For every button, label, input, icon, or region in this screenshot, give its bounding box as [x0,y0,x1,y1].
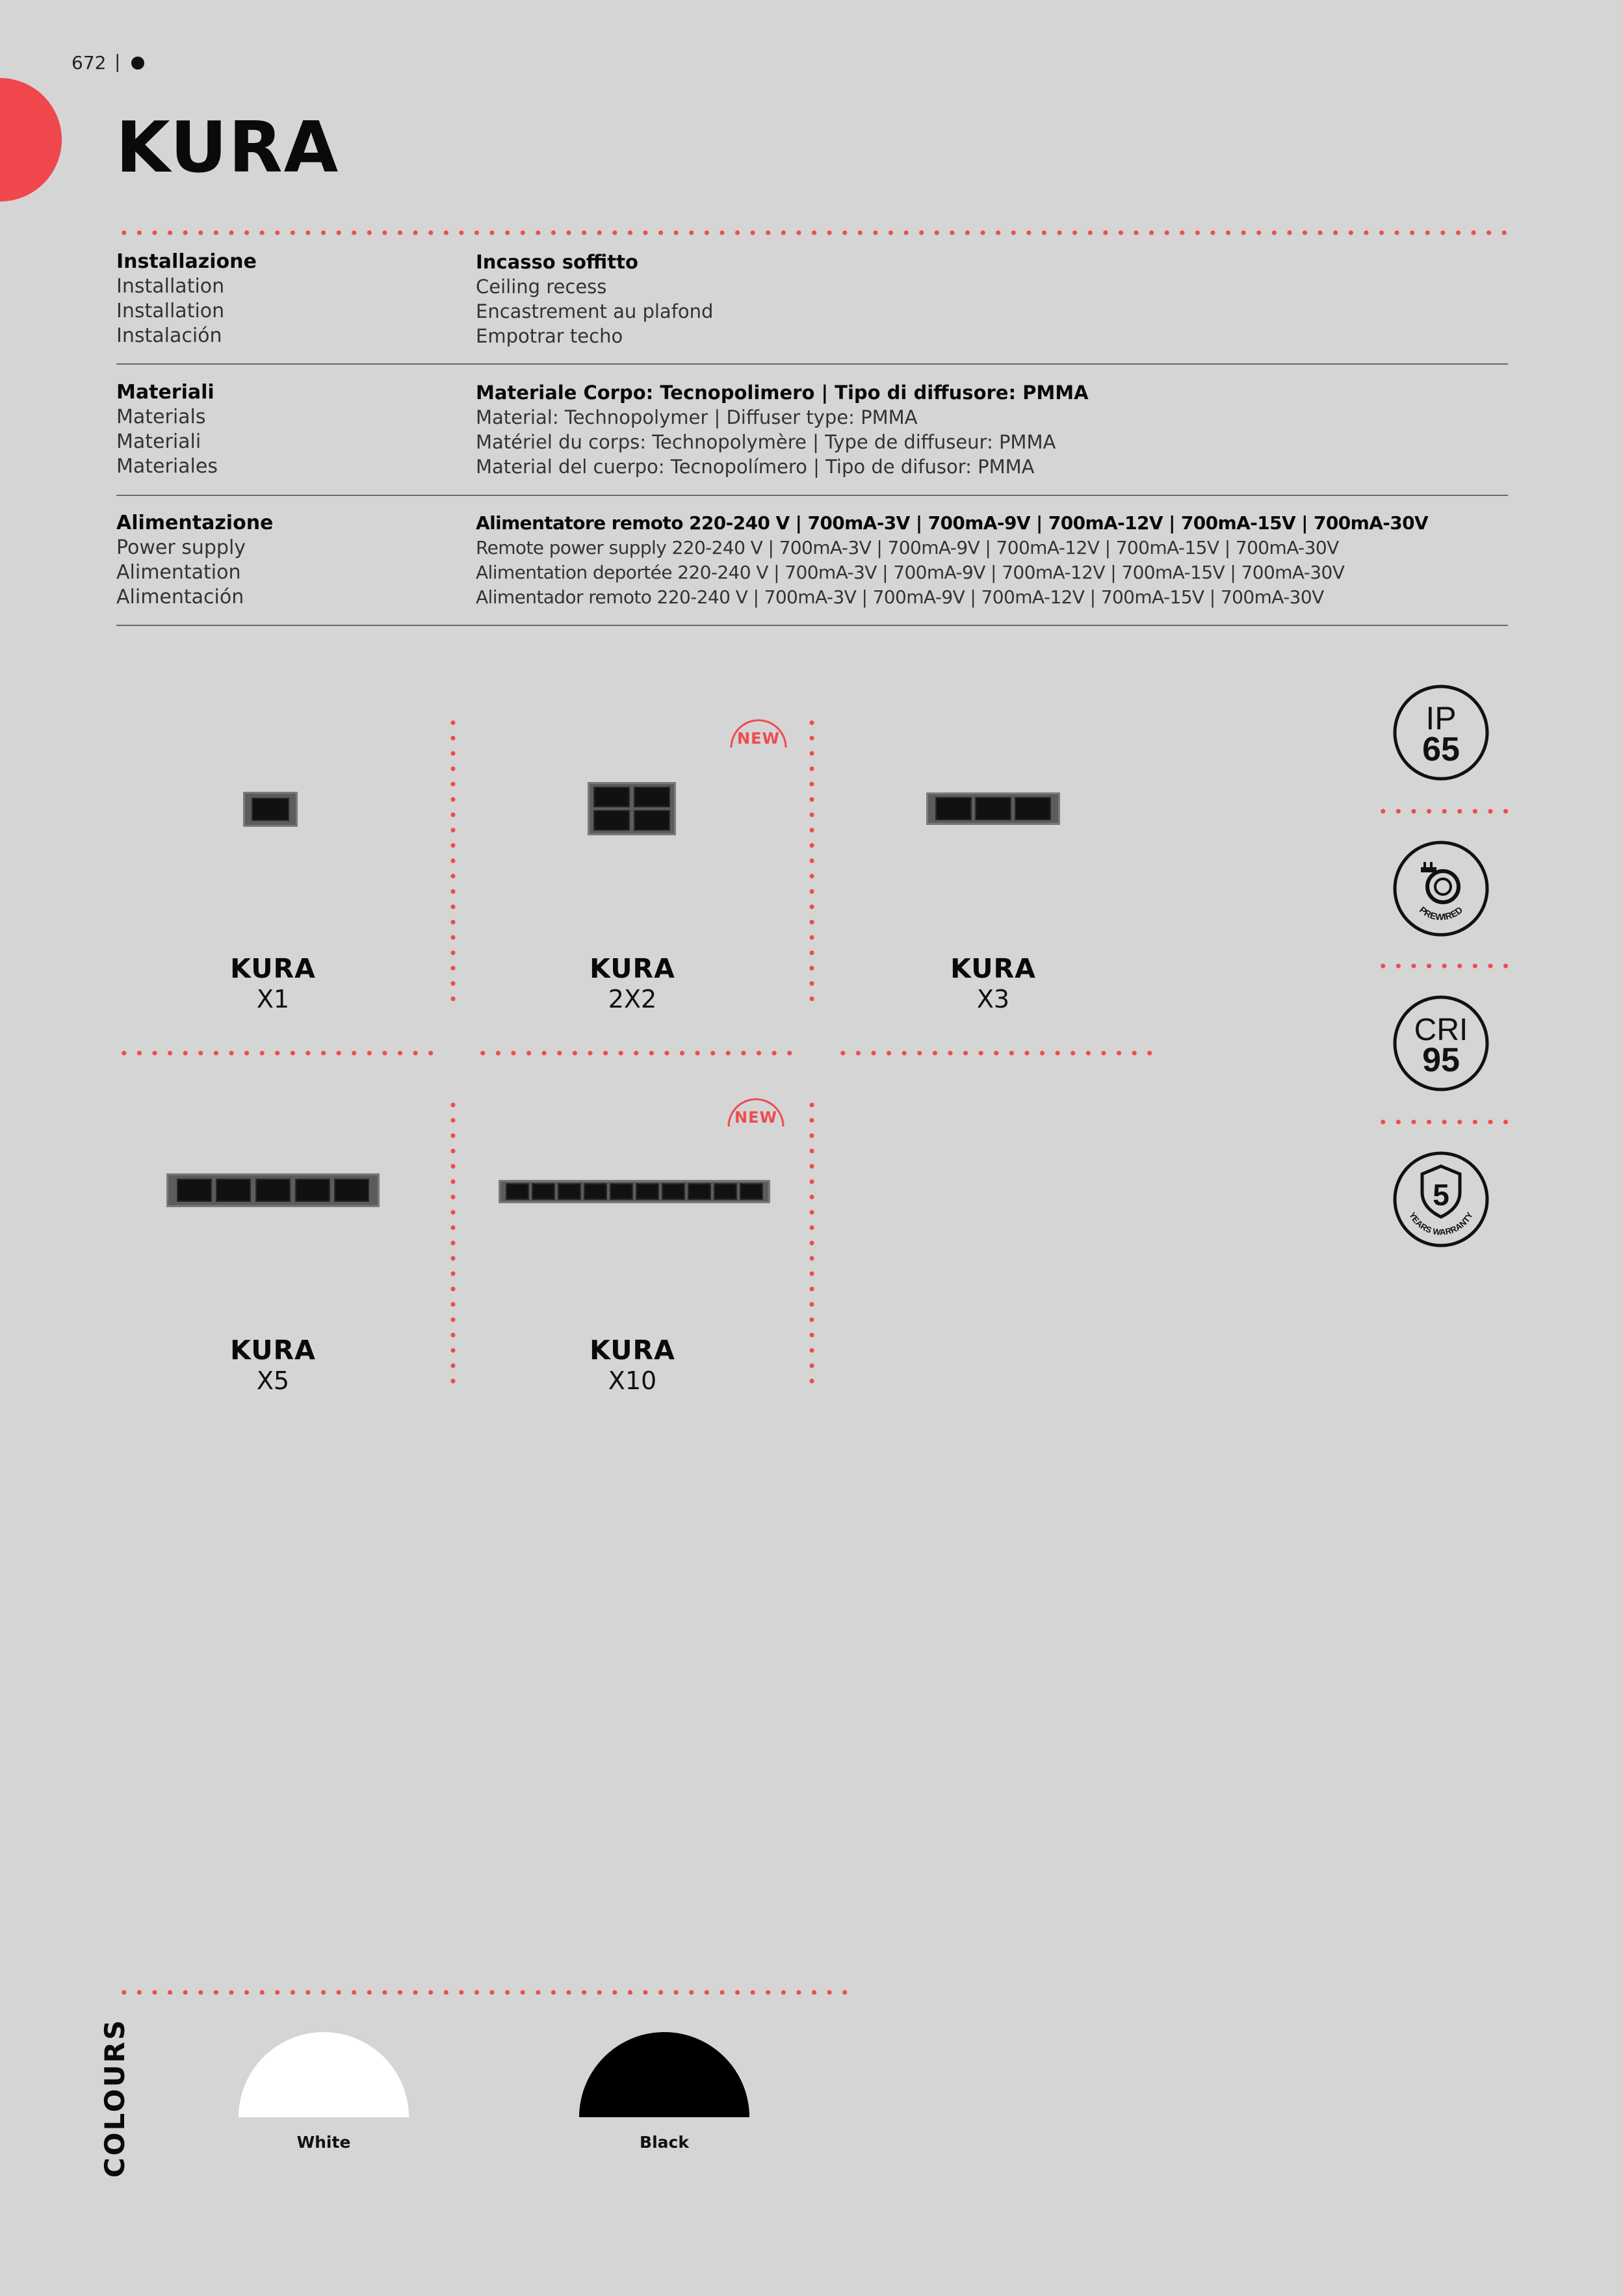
spec-label: Materiales [116,455,218,478]
product-kura-x3 [909,953,1078,1014]
spec-value: Remote power supply 220-240 V | 700mA-3V | 700mA-9V | 700mA-12V | 700mA-15V | 700mA-30V [476,537,1339,558]
dotted-divider [116,230,1510,235]
table-rule [116,363,1508,365]
vertical-dotted-divider [809,715,814,1011]
ip-text: IP [1425,700,1457,737]
spec-label: Materials [116,406,206,428]
spec-value: Empotrar techo [476,325,623,347]
spec-label: Instalación [116,324,222,347]
warranty-icon [1392,1151,1490,1248]
page-number: 672 [71,52,107,73]
table-rule [116,495,1508,496]
dotted-divider [835,1050,1154,1056]
product-name: KURA [230,953,316,984]
product-name: KURA [590,1335,675,1366]
product-code: X1 [256,985,290,1013]
product-code: X5 [256,1366,290,1395]
product-image-kura-x5 [166,1173,380,1207]
new-badge [726,1095,786,1129]
spec-value: Materiale Corpo: Tecnopolimero | Tipo di diffusore: PMMA [476,382,1089,404]
svg-text:PREWIRED [1418,904,1464,922]
product-name: KURA [230,1335,316,1366]
prewired-text: PREWIRED [1417,904,1465,922]
cri-text: CRI [1414,1013,1468,1047]
colours-label: COLOURS [99,2018,131,2178]
vertical-dotted-divider [450,715,456,1011]
spec-power-values [476,511,1428,610]
spec-value: Incasso soffitto [476,251,638,273]
new-badge [729,716,788,750]
product-kura-x10 [548,1335,717,1396]
warranty-text: YEARS WARRANTY [1407,1210,1475,1237]
dotted-divider [1375,809,1513,814]
new-badge-label: NEW [737,729,780,748]
product-name: KURA [950,953,1036,984]
spec-materials-values [476,380,1089,479]
product-code: 2X2 [608,985,657,1013]
dotted-divider [1375,1119,1513,1125]
dotted-divider [116,1990,857,1995]
spec-label: Installazione [116,250,257,273]
spec-value: Material del cuerpo: Tecnopolímero | Tipo de difusor: PMMA [476,456,1035,478]
dotted-divider [475,1050,794,1056]
cri-number: 95 [1422,1041,1460,1079]
product-name: KURA [590,953,675,984]
cri95-icon [1392,995,1490,1092]
swatch-black [579,2032,749,2117]
swatch-white [239,2032,409,2117]
spec-label: Materiali [116,381,214,404]
svg-text:YEARS WARRANTY [1407,1210,1475,1237]
spec-installation-labels [116,250,257,348]
spec-installation-values [476,250,713,348]
spec-value: Matériel du corps: Technopolymère | Type de diffuseur: PMMA [476,431,1056,453]
table-rule [116,625,1508,626]
new-badge-label: NEW [734,1108,777,1127]
product-code: X3 [976,985,1010,1013]
spec-label: Installation [116,275,225,298]
product-image-kura-x3 [926,792,1060,825]
spec-power-labels [116,511,273,610]
product-kura-2x2 [548,953,717,1014]
dotted-divider [1375,963,1513,969]
warranty-number: 5 [1433,1178,1449,1212]
spec-value: Alimentador remoto 220-240 V | 700mA-3V | 700mA-9V | 700mA-12V | 700mA-15V | 700mA-30V [476,586,1324,608]
page-separator: | [114,51,121,72]
swatch-label-white: White [296,2133,351,2152]
spec-value: Alimentation deportée 220-240 V | 700mA-3V | 700mA-9V | 700mA-12V | 700mA-15V | 700mA-30V [476,562,1345,583]
bullet-icon [131,57,144,70]
spec-label: Power supply [116,536,246,559]
product-kura-x5 [188,1335,357,1396]
product-image-kura-2x2 [588,782,676,835]
ip-number: 65 [1422,731,1460,768]
swatch-label-black: Black [640,2133,689,2152]
spec-label: Alimentation [116,561,241,584]
spec-label: Installation [116,300,225,322]
prewired-icon [1392,840,1490,937]
spec-value: Encastrement au plafond [476,300,714,322]
vertical-dotted-divider [809,1097,814,1393]
red-circle-decoration [0,78,62,202]
product-image-kura-x1 [243,792,298,827]
ip65-icon [1392,684,1490,781]
spec-label: Alimentación [116,586,244,608]
spec-value: Material: Technopolymer | Diffuser type: PMMA [476,406,918,428]
product-code: X10 [608,1366,657,1395]
spec-materials-labels [116,380,218,479]
dotted-divider [116,1050,435,1056]
spec-value: Alimentatore remoto 220-240 V | 700mA-3V | 700mA-9V | 700mA-12V | 700mA-15V | 700mA-30V [476,512,1429,534]
product-image-kura-x10 [499,1180,770,1203]
page-title: KURA [116,107,340,189]
spec-value: Ceiling recess [476,276,607,298]
spec-label: Alimentazione [116,512,274,534]
vertical-dotted-divider [450,1097,456,1393]
spec-label: Materiali [116,430,201,453]
product-kura-x1 [188,953,357,1014]
